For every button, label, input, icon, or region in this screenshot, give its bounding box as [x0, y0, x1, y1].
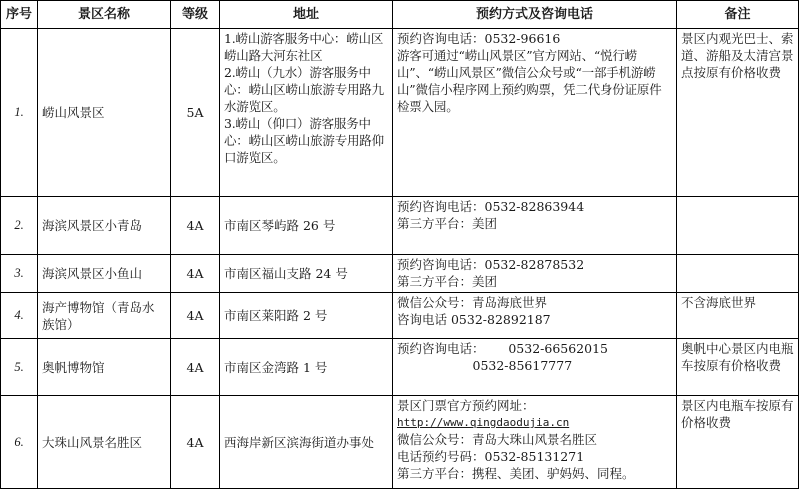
scenic-name: 奥帆博物馆: [38, 339, 171, 396]
booking-info: [393, 29, 677, 197]
booking-line: 微信公众号：青岛大珠山风景名胜区: [397, 432, 598, 447]
header-name: 景区名称: [38, 1, 171, 29]
scenic-name: 崂山风景区: [38, 29, 171, 197]
scenic-name: 海滨风景区小鱼山: [38, 255, 171, 293]
table-row: [1, 293, 799, 339]
scenic-level: 5A: [171, 29, 220, 197]
scenic-address: 市南区琴屿路 26 号: [220, 197, 393, 255]
booking-line: 景区门票官方预约网址：: [397, 398, 535, 413]
address-text: 1.崂山游客服务中心：崂山区崂山路大河东社区 2.崂山（九水）游客服务中心：崂山区崂山旅游专用路九水游览区。 3.崂山（仰口）游客服务中心：崂山区崂山旅游专用路仰口游览区。: [224, 31, 384, 165]
scenic-level: 4A: [171, 396, 220, 489]
booking-line: 预约咨询电话： 0532-66562015: [397, 341, 608, 356]
scenic-level: 4A: [171, 255, 220, 293]
scenic-level: 4A: [171, 293, 220, 339]
row-index: 3.: [1, 255, 38, 293]
booking-line: 预约咨询电话：0532-96616: [397, 31, 561, 46]
booking-info: [393, 197, 677, 255]
booking-line: 微信公众号：青岛海底世界: [397, 295, 548, 310]
header-note: 备注: [677, 1, 799, 29]
scenic-address: 市南区莱阳路 2 号: [220, 293, 393, 339]
scenic-address: 市南区福山支路 24 号: [220, 255, 393, 293]
booking-line: 第三方平台：美团: [397, 274, 498, 289]
row-index: 1.: [1, 29, 38, 197]
booking-line: 第三方平台：携程、美团、驴妈妈、同程。: [397, 466, 635, 481]
scenic-note: 奥帆中心景区内电瓶车按原有价格收费: [677, 339, 799, 396]
scenic-name: 海滨风景区小青岛: [38, 197, 171, 255]
booking-line: 预约咨询电话：0532-82863944: [397, 199, 585, 214]
booking-info: [393, 396, 677, 489]
header-level: 等级: [171, 1, 220, 29]
scenic-address: 西海岸新区滨海街道办事处: [220, 396, 393, 489]
table-row: [1, 396, 799, 489]
table-row: [1, 29, 799, 197]
booking-line: 预约咨询电话：0532-82878532: [397, 257, 585, 272]
booking-info: [393, 339, 677, 396]
row-index: 4.: [1, 293, 38, 339]
scenic-name: 海产博物馆（青岛水族馆）: [38, 293, 171, 339]
table-row: [1, 339, 799, 396]
scenic-address: [220, 29, 393, 197]
header-booking: 预约方式及咨询电话: [393, 1, 677, 29]
header-row: [1, 1, 799, 29]
scenic-note: 景区内观光巴士、索道、游船及太清宫景点按原有价格收费: [677, 29, 799, 197]
scenic-note: 景区内电瓶车按原有价格收费: [677, 396, 799, 489]
table-row: [1, 255, 799, 293]
scenic-address: 市南区金湾路 1 号: [220, 339, 393, 396]
booking-line: 0532-85617777: [397, 358, 573, 373]
scenic-level: 4A: [171, 197, 220, 255]
scenic-name: 大珠山风景名胜区: [38, 396, 171, 489]
row-index: 5.: [1, 339, 38, 396]
row-index: 2.: [1, 197, 38, 255]
booking-info: [393, 255, 677, 293]
booking-line: 游客可通过“崂山风景区”官方网站、“悦行崂山”、“崂山风景区”微信公众号或“一部手机游崂山”微信小程序网上预约购票，凭二代身份证原件检票入园。: [397, 48, 662, 114]
booking-info: [393, 293, 677, 339]
scenic-note: [677, 255, 799, 293]
header-index: 序号: [1, 1, 38, 29]
booking-line: 第三方平台：美团: [397, 216, 498, 231]
booking-line: 咨询电话 0532-82892187: [397, 312, 551, 327]
row-index: 6.: [1, 396, 38, 489]
scenic-level: 4A: [171, 339, 220, 396]
scenic-note: 不含海底世界: [677, 293, 799, 339]
scenic-note: [677, 197, 799, 255]
table-row: [1, 197, 799, 255]
booking-line: 电话预约号码：0532-85131271: [397, 449, 585, 464]
header-address: 地址: [220, 1, 393, 29]
booking-url-link[interactable]: http://www.qingdaodujia.cn: [397, 416, 570, 429]
